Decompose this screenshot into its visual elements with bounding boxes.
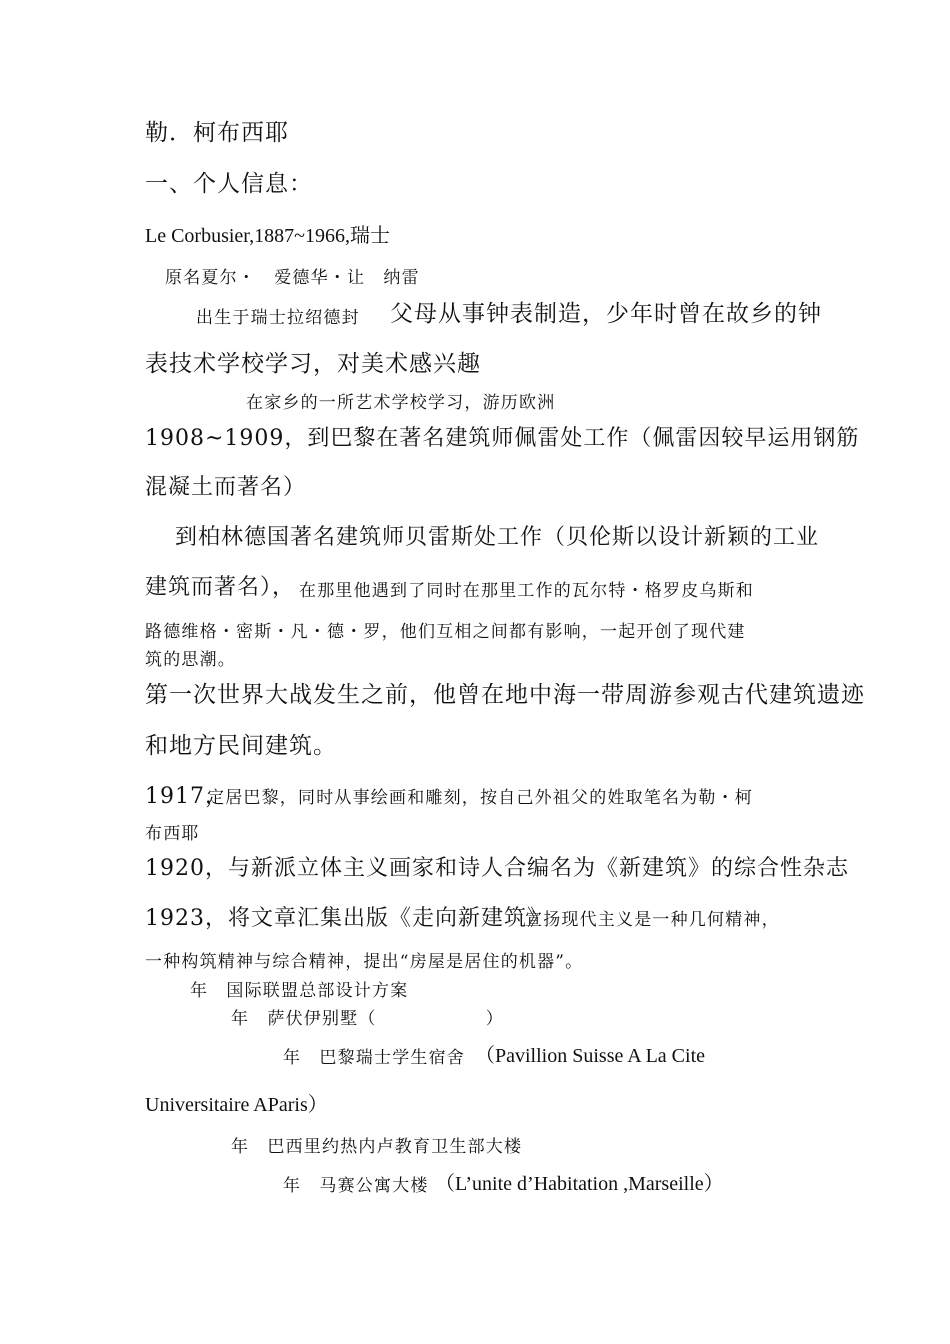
- original-name-line: 原名夏尔・ 爱德华・让 纳雷: [165, 268, 420, 288]
- berlin-work-line-2b: 在那里他遇到了同时在那里工作的瓦尔特・格罗皮乌斯和: [299, 581, 754, 601]
- work-villa-savoye: 年 萨伏伊别墅（ ）: [231, 1009, 504, 1029]
- year-1917-label: 1917，: [145, 784, 228, 809]
- work-pavillon-suisse-en-cont: Universitaire AParis）: [145, 1094, 328, 1116]
- year-1923-line-1a: 1923，将文章汇集出版《走向新建筑》: [145, 906, 550, 931]
- document-title: 勒．柯布西耶: [145, 120, 289, 146]
- year-1917-text-cont: 布西耶: [145, 824, 200, 844]
- paris-work-line-1: 1908~1909，到巴黎在著名建筑师佩雷处工作（佩雷因较早运用钢筋: [145, 426, 860, 451]
- name-line: Le Corbusier,1887~1966,瑞士: [145, 225, 390, 247]
- berlin-work-line-1: 到柏林德国著名建筑师贝雷斯处工作（贝伦斯以设计新颖的工业: [175, 525, 820, 550]
- work-unite-marseille-en: （L’unite d’Habitation ,Marseille）: [435, 1173, 724, 1195]
- year-1923-line-1b: 宣扬现代主义是一种几何精神，: [525, 910, 780, 930]
- year-1923-line-2: 一种构筑精神与综合精神，提出“房屋是居住的机器”。: [145, 952, 584, 972]
- work-pavillon-suisse-en: （Pavillion Suisse A La Cite: [475, 1045, 706, 1067]
- work-league-of-nations: 年 国际联盟总部设计方案: [190, 981, 409, 1001]
- paris-work-line-2: 混凝土而著名）: [145, 475, 307, 500]
- work-unite-marseille-cn: 年 马赛公寓大楼: [283, 1176, 429, 1196]
- ww1-travel-line-2: 和地方民间建筑。: [145, 733, 337, 759]
- year-1917-text: 定居巴黎，同时从事绘画和雕刻，按自己外祖父的姓取笔名为勒・柯: [207, 788, 753, 808]
- berlin-work-line-4: 筑的思潮。: [145, 650, 236, 670]
- birth-place-text: 出生于瑞士拉绍德封: [196, 308, 360, 328]
- section-heading: 一、个人信息：: [145, 171, 313, 197]
- berlin-work-line-3: 路德维格・密斯・凡・德・罗，他们互相之间都有影响，一起开创了现代建: [145, 622, 746, 642]
- ww1-travel-line-1: 第一次世界大战发生之前，他曾在地中海一带周游参观古代建筑遗迹: [145, 682, 865, 708]
- school-text: 表技术学校学习，对美术感兴趣: [145, 351, 481, 377]
- family-background-text: 父母从事钟表制造，少年时曾在故乡的钟: [390, 301, 822, 327]
- work-pavillon-suisse-cn: 年 巴黎瑞士学生宿舍: [283, 1048, 465, 1068]
- work-rio-ministry: 年 巴西里约热内卢教育卫生部大楼: [231, 1137, 523, 1157]
- art-school-text: 在家乡的一所艺术学校学习，游历欧洲: [246, 393, 556, 413]
- year-1920-line: 1920，与新派立体主义画家和诗人合编名为《新建筑》的综合性杂志: [145, 856, 849, 881]
- berlin-work-line-2a: 建筑而著名），: [145, 575, 296, 600]
